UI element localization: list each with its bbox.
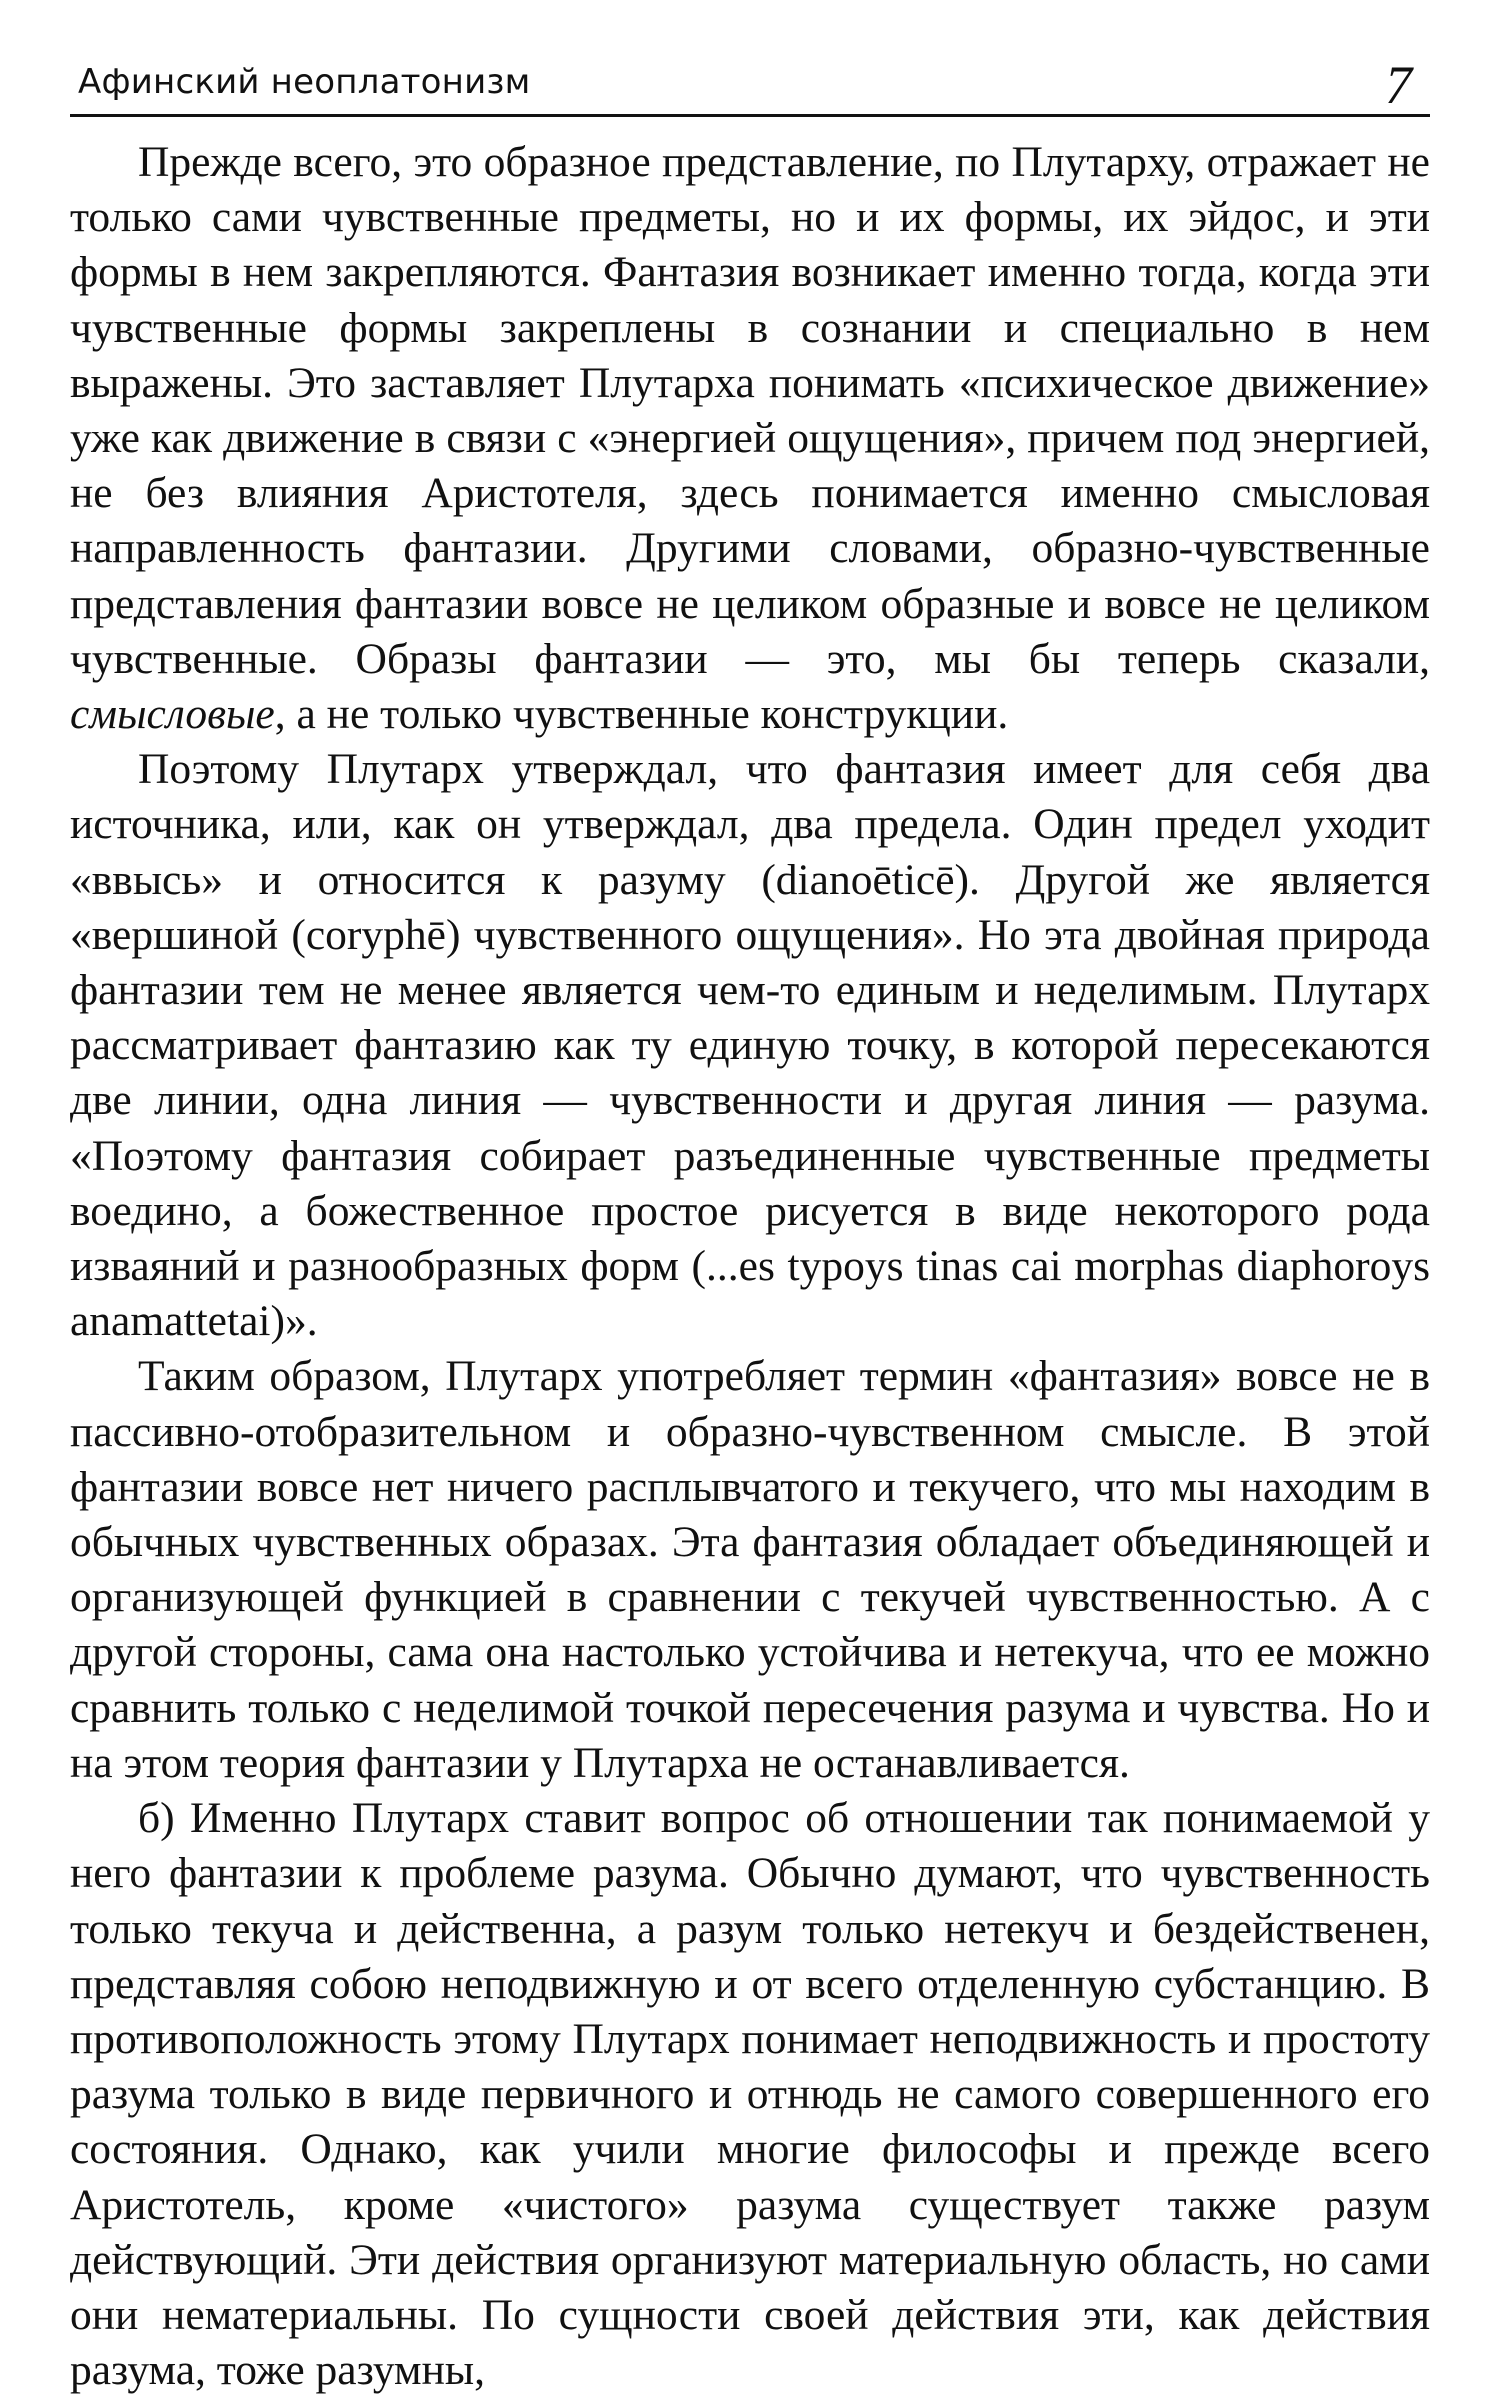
body-text — [70, 135, 1430, 2398]
running-header — [70, 44, 1430, 117]
page-number: 7 — [1385, 55, 1412, 115]
paragraph-4: б) Именно Плутарх ставит вопрос об отношении так понимаемой у него фантазии к проблеме разума. Обычно думают, что чувственность только текуча и действенна, а разум только нетекуч и бездейственен, представляя собою неподвижную и от всего отделенную субстанцию. В противоположность этому Плутарх понимает неподвижность и простоту разума только в виде первичного и отнюдь не самого совершенного его состояния. Однако, как учили многие философы и прежде всего Аристотель, кроме «чистого» разума существует также разум действующий. Эти действия организуют материальную область, но сами они нематериальны. По сущности своей действия эти, как действия разума, тоже разумны, — [70, 1794, 1430, 2395]
paragraph-1-text: Прежде всего, это образное представление, по Плутарху, отражает не только сами чувственные предметы, но и их формы, их эйдос, и эти формы в нем закрепляются. Фантазия возникает именно тогда, когда эти чувственные формы закреплены в сознании и специально в нем выражены. Это заставляет Плутарха понимать «психическое движение» уже как движение в связи с «энергией ощущения», причем под энергией, не без влияния Аристотеля, здесь понимается именно смысловая направленность фантазии. Другими словами, образно-чувственные представления фантазии вовсе не целиком образные и вовсе не целиком чувственные. Образы фантазии — это, мы бы теперь сказали, — [70, 138, 1430, 683]
emphasized-word: смысловые — [70, 690, 275, 739]
paragraph-1-ending: , а не только чувственные конструкции. — [274, 690, 1009, 739]
book-page — [70, 44, 1430, 2395]
paragraph-3: Таким образом, Плутарх употребляет термин «фантазия» вовсе не в пассивно-отобразительном и образно-чувственном смысле. В этой фантазии вовсе нет ничего расплывчатого и текучего, что мы находим в обычных чувственных образах. Эта фантазия обладает объединяющей и организующей функцией в сравнении с текучей чувственностью. А с другой стороны, сама она настолько устойчива и нетекуча, что ее можно сравнить только с неделимой точкой пересечения разума и чувства. Но и на этом теория фантазии у Плутарха не останавливается. — [70, 1352, 1430, 1787]
paragraph-1 — [70, 135, 1430, 742]
running-title: Афинский неоплатонизм — [78, 62, 531, 102]
paragraph-2: Поэтому Плутарх утверждал, что фантазия имеет для себя два источника, или, как он утверждал, два предела. Один предел уходит «ввысь» и относится к разуму (dianoēticē). Другой же является «вершиной (coryphē) чувственного ощущения». Но эта двойная природа фантазии тем не менее является чем-то единым и неделимым. Плутарх рассматривает фантазию как ту единую точку, в которой пересекаются две линии, одна линия — чувственности и другая линия — разума. «Поэтому фантазия собирает разъединенные чувственные предметы воедино, а божественное простое рисуется в виде некоторого рода изваяний и разнообразных форм (...es typoys tinas cai morphas diaphoroys anamattetai)». — [70, 745, 1430, 1346]
